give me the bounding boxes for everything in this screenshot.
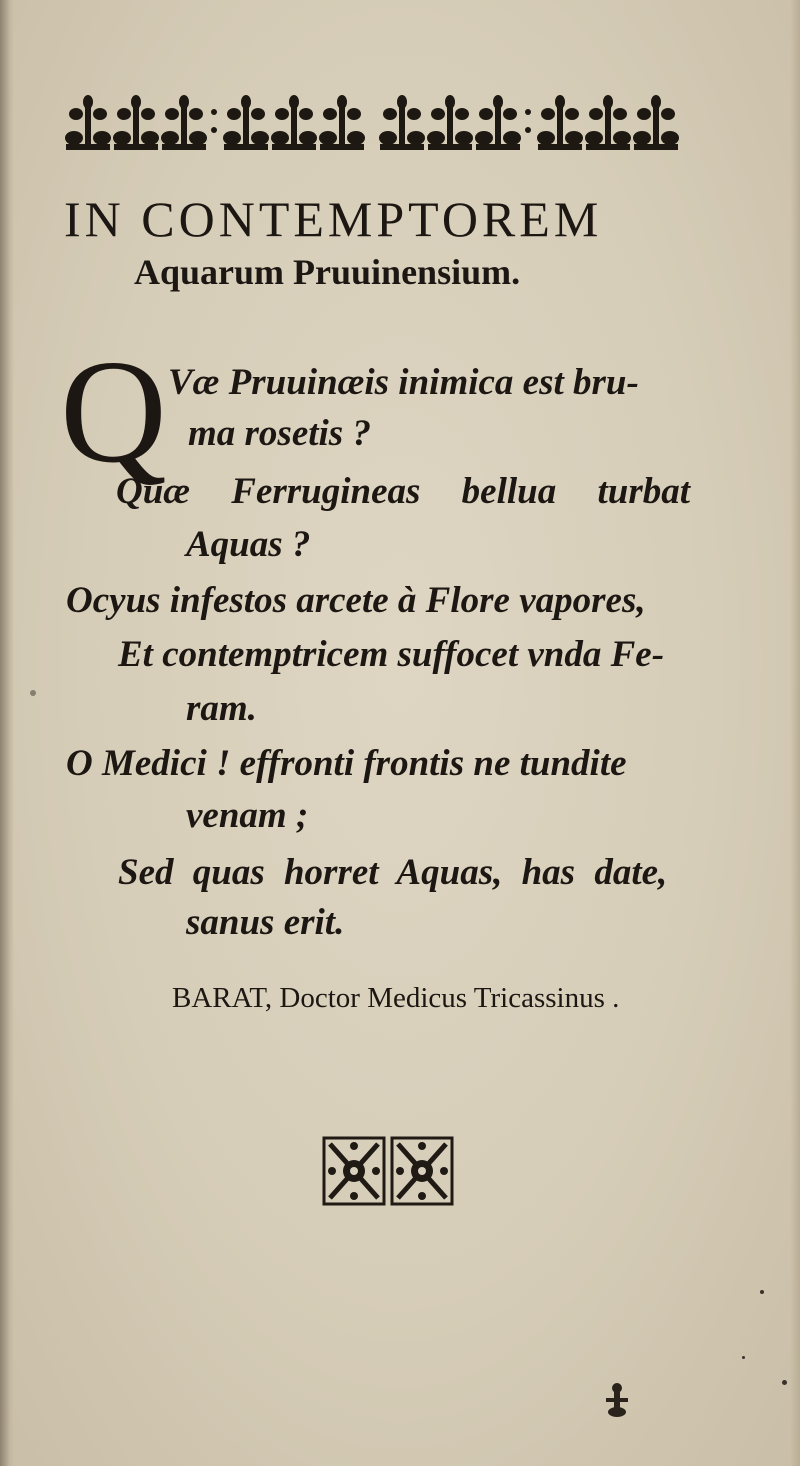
- page-subtitle: Aquarum Pruuinensium.: [134, 252, 521, 292]
- verse-line: sanus erit.: [186, 902, 345, 943]
- drop-cap: Q: [60, 330, 167, 494]
- verse-line: Sed quas horret Aquas, has date,: [118, 852, 668, 893]
- fleuron-tailpiece-icon: [322, 1136, 454, 1206]
- verse-line: ma rosetis ?: [188, 413, 371, 454]
- paper-speck: [782, 1380, 787, 1385]
- verse-line: Quæ Ferrugineas bellua turbat: [116, 471, 691, 512]
- paper-speck: [760, 1290, 764, 1294]
- author-signature: BARAT, Doctor Medicus Tricassinus .: [172, 982, 620, 1014]
- paper-speck: [742, 1356, 745, 1359]
- page-title: IN CONTEMPTOREM: [64, 191, 603, 247]
- verse-line: venam ;: [186, 795, 309, 836]
- verse-line: Væ Pruuinæis inimica est bru-: [168, 362, 639, 403]
- verse-line: O Medici ! effronti frontis ne tundite: [66, 743, 627, 784]
- paper-speck: [30, 690, 36, 696]
- verse-line: Et contemptricem suffocet vnda Fe-: [118, 634, 665, 675]
- verse-line: ram.: [186, 688, 257, 729]
- verse-line: Ocyus infestos arcete à Flore vapores,: [66, 580, 646, 621]
- verse-line: Aquas ?: [186, 524, 311, 565]
- signature-mark-icon: [600, 1380, 634, 1420]
